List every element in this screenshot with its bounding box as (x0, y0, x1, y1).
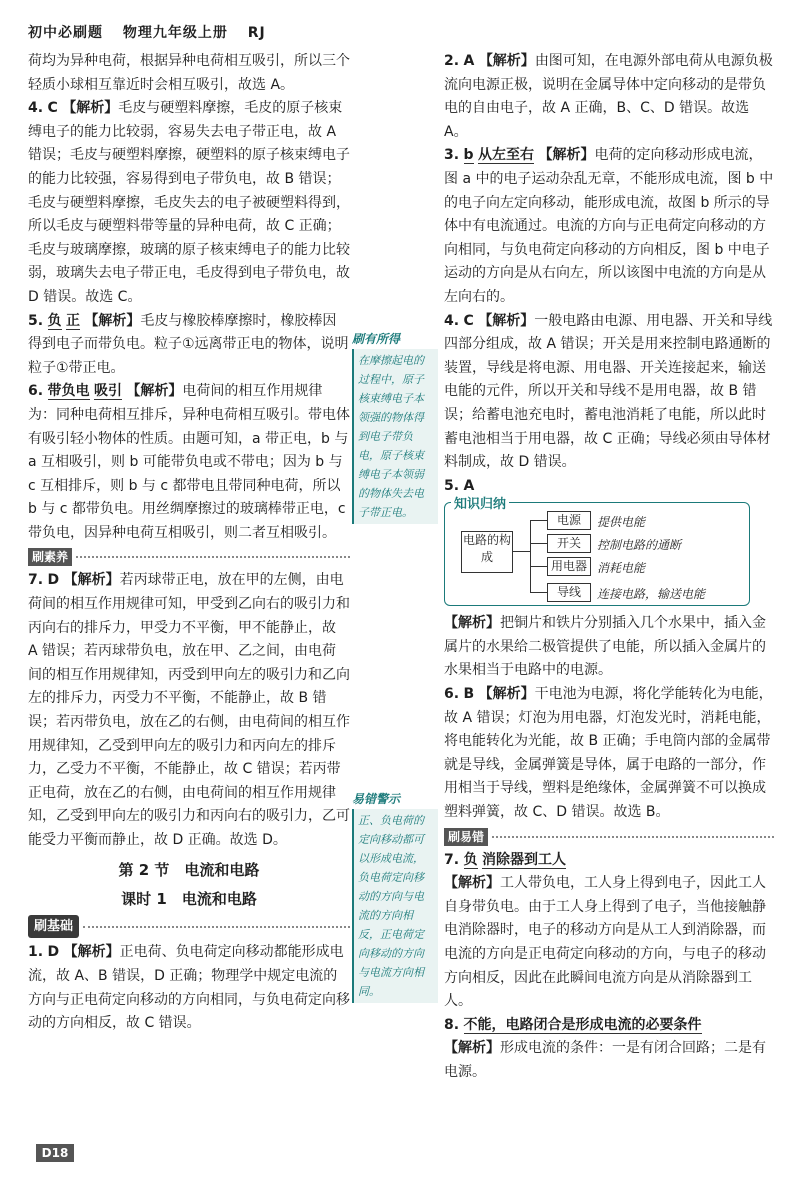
analysis-tag: 【解析】 (478, 686, 535, 703)
question-number: 6. (444, 686, 460, 703)
analysis-tag: 【解析】 (444, 875, 500, 892)
question-7-left (28, 569, 350, 852)
answer-blank-1: 负 (463, 851, 478, 868)
node-switch: 开关 (547, 534, 591, 553)
question-number: 4. (444, 312, 460, 329)
question-number: 2. (444, 53, 460, 69)
right-column (444, 50, 774, 1085)
analysis-text: 工人带负电，工人身上得到电子，因此工人自身带负电。由于工人身上得到了电子，当他接触静电消除器时，电子的移动方向是从工人到消除器，而电流的方向是正电荷定向移动的方向，与电子的移动方向相反，因此在此瞬间电流方向是从消除器到工人。 (444, 875, 766, 1010)
answer: A (463, 477, 475, 494)
analysis-tag: 【解析】 (63, 572, 120, 589)
answer-blank-2: 从左至右 (478, 147, 534, 164)
subject-title: 物理九年级上册 (122, 25, 228, 41)
node-desc: 连接电路，输送电能 (597, 587, 706, 602)
analysis-text: 电荷的定向移动形成电流，图 a 中的电子运动杂乱无章，不能形成电流，图 b 中的电子向左定向移动，能形成电流，故图 b 所示的导体中有电流通过。电流的方向与正电荷定向移动的方向相同，与负电荷定向移动的方向相反，图 b 中电子运动的方向是从右向左，所以该图中电流的方向是从左向右的。 (444, 147, 774, 305)
divider-label: 刷易错 (444, 828, 488, 846)
side-note-warning (352, 790, 438, 1003)
analysis-tag: 【解析】 (62, 100, 119, 117)
node-appliance: 用电器 (547, 557, 591, 576)
node-desc: 提供电能 (597, 515, 646, 530)
question-1-left (28, 941, 350, 1035)
connector-line (530, 543, 547, 544)
analysis-text: 毛皮与硬塑料摩擦，毛皮的原子核束缚电子的能力比较弱，容易失去电子带正电，故 A 错误；毛皮与硬塑料摩擦，硬塑料的原子核束缚电子的能力比较强，容易得到电子带负电，故 B 错误；毛皮与硬塑料摩擦，毛皮失去的电子被硬塑料得到，所以毛皮与硬塑料带等量的异种电荷，故 C 正确；毛皮与玻璃摩擦，玻璃的原子核束缚电子的能力比较弱，玻璃失去电子带正电，毛皮得到电子带负电，故 D 错误。故选 C。 (28, 100, 350, 305)
connector-line (530, 520, 547, 521)
connector-line (530, 566, 547, 567)
circuit-composition-root: 电路的构成 (461, 531, 513, 573)
question-5-analysis (444, 612, 774, 683)
node-power-source: 电源 (547, 511, 591, 530)
question-number: 5. (444, 477, 460, 494)
analysis-tag: 【解析】 (478, 53, 535, 69)
question-5-left (28, 310, 350, 381)
answer-blank-1: 带负电 (47, 383, 90, 400)
answer: 不能，电路闭合是形成电流的必要条件 (463, 1016, 702, 1033)
dotted-line (83, 926, 350, 928)
analysis-text: 一般电路由电源、用电器、开关和导线四部分组成，故 A 错误；开关是用来控制电路通断的装置，导线是将电源、用电器、开关连接起来，输送电能的元件，所以开关和导线不是用电器，故 B 错误；给蓄电池充电时，蓄电池消耗了电能，所以此时蓄电池相当于用电器，故 C 正确；导线必须由导体材料制成，故 D 错误。 (444, 312, 773, 471)
section-divider-jichu (28, 915, 350, 939)
answer-blank-2: 消除器到工人 (481, 851, 566, 868)
side-note-title: 刷有所得 (352, 332, 401, 346)
knowledge-summary-box (444, 497, 750, 606)
question-number: 7. (444, 851, 460, 868)
analysis-tag: 【解析】 (84, 312, 141, 329)
lesson-heading: 课时 1 电流和电路 (121, 890, 257, 909)
analysis-tag: 【解析】 (538, 147, 595, 164)
edition-label: RJ (247, 25, 266, 41)
analysis-text: 把铜片和铁片分别插入几个水果中，插入金属片的水果给二极管提供了电能，所以插入金属片的水果相当于电路中的电源。 (444, 615, 766, 679)
answer-blank-1: 负 (47, 312, 62, 329)
divider-label: 刷素养 (28, 548, 72, 566)
side-note-title: 易错警示 (352, 792, 401, 806)
page-header (28, 22, 280, 42)
dotted-line (76, 556, 350, 558)
answer-blank-1: b (463, 147, 474, 164)
analysis-tag: 【解析】 (444, 615, 500, 632)
section-divider-yicuo (444, 828, 774, 846)
question-number: 6. (28, 383, 44, 400)
answer: C (463, 312, 474, 329)
analysis-text: 毛皮与橡胶棒摩擦时，橡胶棒因得到电子而带负电。粒子①远离带正电的物体，说明粒子①带正电。 (28, 312, 349, 376)
analysis-tag: 【解析】 (478, 312, 535, 329)
answer: D (47, 572, 60, 589)
question-number: 5. (28, 312, 44, 329)
question-number: 4. (28, 100, 44, 117)
side-note-text: 在摩擦起电的过程中，原子核束缚电子本领强的物体得到电子带负电，原子核束缚电子本领弱的物体失去电子带正电。 (352, 349, 438, 524)
section-heading: 第 2 节 电流和电路 (118, 860, 260, 879)
analysis-text: 干电池为电源，将化学能转化为电能，故 A 错误；灯泡为用电器，灯泡发光时，消耗电能，将电能转化为光能，故 B 正确；手电筒内部的金属带就是导线，金属弹簧是导体，属于电路的一部分，作用相当于导线，塑料是绝缘体，金属弹簧不可以换成塑料弹簧，故 C、D 错误。故选 B。 (444, 686, 773, 821)
connector-line (512, 551, 530, 552)
question-8-right (444, 1014, 774, 1085)
answer: C (47, 100, 58, 117)
side-note-gains (352, 330, 438, 524)
knowledge-summary-title: 知识归纳 (451, 493, 509, 517)
analysis-tag: 【解析】 (444, 1040, 500, 1057)
connector-line (530, 520, 531, 592)
question-7-right (444, 849, 774, 1014)
question-4-right (444, 310, 774, 475)
answer: B (463, 686, 475, 703)
analysis-text: 正电荷、负电荷定向移动都能形成电流，故 A、B 错误，D 正确；物理学中规定电流的方向与正电荷定向移动的方向相同，与负电荷定向移动的方向相反，故 C 错误。 (28, 944, 350, 1032)
question-6-left (28, 380, 350, 545)
answer-blank-2: 正 (65, 312, 80, 329)
page-number: D18 (36, 1144, 74, 1162)
question-4-left (28, 97, 350, 309)
question-number: 3. (444, 147, 460, 164)
question-3-right (444, 144, 774, 309)
section-divider-suyang (28, 548, 350, 566)
book-title: 初中必刷题 (28, 25, 103, 41)
side-note-text: 正、负电荷的定向移动都可以形成电流，负电荷定向移动的方向与电流的方向相反，正电荷定向移动的方向与电流方向相同。 (352, 809, 438, 1003)
dotted-line (492, 836, 774, 838)
question-6-right (444, 683, 774, 825)
node-wire: 导线 (547, 583, 591, 602)
analysis-text: 由图可知，在电源外部电荷从电源负极流向电源正极，说明在金属导体中定向移动的是带负电的自由电子，故 A 正确，B、C、D 错误。故选 A。 (444, 53, 773, 140)
analysis-text: 形成电流的条件：一是有闭合回路；二是有电源。 (444, 1040, 766, 1080)
analysis-text: 若丙球带正电，放在甲的左侧，由电荷间的相互作用规律可知，甲受到乙向右的吸引力和丙向右的排斥力，甲受力不平衡，甲不能静止，故 A 错误；若丙球带负电，放在甲、乙之间，由电荷间的相互作用规律知，丙受到甲向左的吸引力和乙向左的排斥力，丙受力不平衡，不能静止，故 B 错误；若丙带负电，放在乙的右侧，由电荷间的相互作用规律知，乙受到甲向左的吸引力和丙向左的排斥力，乙受力不平衡，不能静止，故 C 错误；若丙带正电荷，放在乙的右侧，由电荷间的相互作用规律知，乙受到甲向左的吸引力和丙向右的吸引力，乙可能受力平衡而静止，故 D 正确。故选 D。 (28, 572, 350, 848)
connector-line (530, 592, 547, 593)
answer-blank-2: 吸引 (93, 383, 122, 400)
node-desc: 消耗电能 (597, 561, 646, 576)
node-desc: 控制电路的通断 (597, 538, 682, 553)
question-number: 1. (28, 944, 44, 961)
question-number: 7. (28, 572, 44, 589)
divider-label: 刷基础 (28, 915, 79, 939)
analysis-tag: 【解析】 (126, 383, 183, 400)
analysis-text: 电荷间的相互作用规律为：同种电荷相互排斥，异种电荷相互吸引。带电体有吸引轻小物体的性质。由题可知，a 带正电，b 与 a 互相吸引，则 b 可能带负电或不带电；因为 b 与 c 互相排斥，则 b 与 c 都带电且带同种电荷，所以 b 与 c 都带负电。用丝绸摩擦过的玻璃棒带正电，c 带负电，因异种电荷互相吸引，则二者互相吸引。 (28, 383, 350, 541)
analysis-tag: 【解析】 (63, 944, 120, 961)
left-column (28, 50, 350, 1036)
continued-answer: 荷均为异种电荷，根据异种电荷相互吸引，所以三个轻质小球相互靠近时会相互吸引，故选 A。 (28, 53, 350, 93)
question-number: 8. (444, 1016, 460, 1033)
question-2-right (444, 50, 774, 144)
answer: D (47, 944, 60, 961)
answer: A (463, 53, 475, 69)
